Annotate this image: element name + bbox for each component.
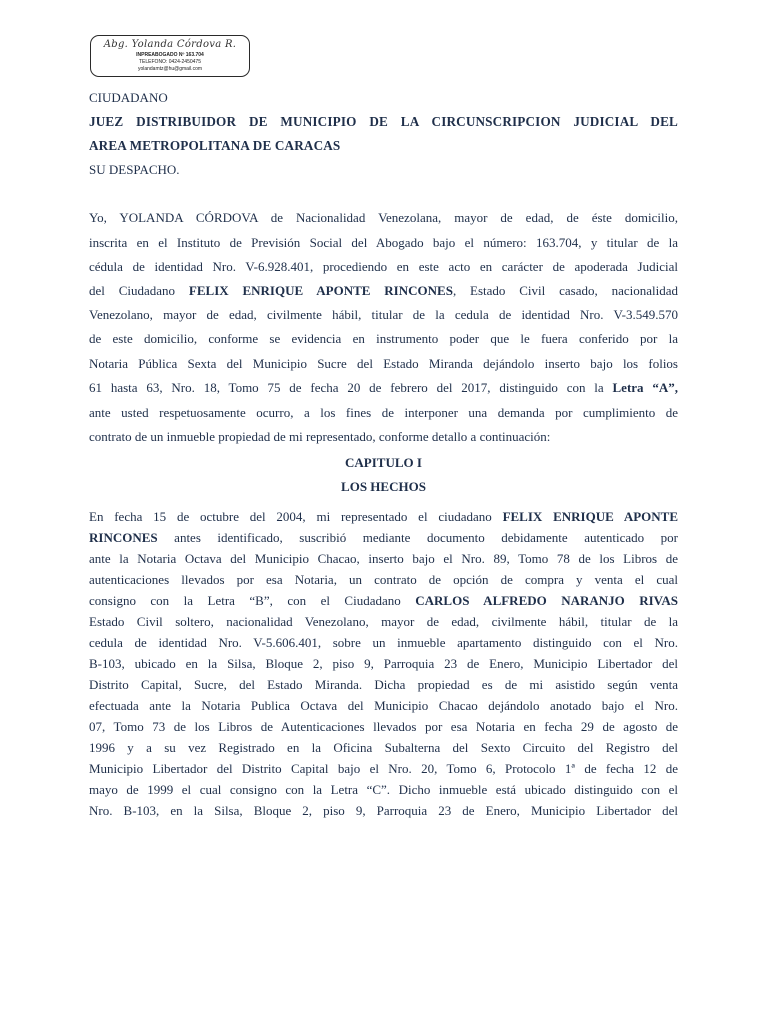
facts-line: Municipio Libertador del Distrito Capital bajo el Nro. 20, Tomo 6, Protocolo 1ª de fecha 12 de — [89, 761, 678, 776]
facts-line: autenticaciones llevados por esa Notaria, un contrato de opción de compra y venta el cual — [89, 572, 678, 587]
lawyer-stamp — [90, 35, 250, 77]
chapter-subtitle: LOS HECHOS — [341, 479, 426, 494]
facts-text: consigno con la Letra “B”, con el Ciudadano — [89, 593, 401, 608]
stamp-inpre: INPREABOGADO Nº 163.704 — [136, 52, 204, 58]
addressee-title: CIUDADANO — [89, 90, 168, 105]
facts-line: Distrito Capital, Sucre, del Estado Miranda. Dicha propiedad es de mi asistido según venta — [89, 677, 678, 692]
intro-line: contrato de un inmueble propiedad de mi representado, conforme detallo a continuación: — [89, 429, 551, 444]
facts-text: antes identificado, suscribió mediante documento debidamente autenticado por — [174, 530, 679, 545]
intro-line: cédula de identidad Nro. V-6.928.401, procediendo en este acto en carácter de apoderada Judicial — [89, 259, 678, 274]
intro-line: Yo, YOLANDA CÓRDOVA de Nacionalidad Venezolana, mayor de edad, de éste domicilio, — [89, 210, 678, 225]
facts-line — [89, 593, 678, 609]
intro-text: , Estado Civil casado, nacionalidad — [452, 283, 678, 298]
client-name: FELIX ENRIQUE APONTE — [502, 509, 678, 524]
stamp-email: yolandamtz@hu@gmail.com — [137, 66, 203, 72]
intro-line: ante usted respetuosamente ocurro, a los fines de interponer una demanda por cumplimiento de — [89, 405, 678, 420]
intro-line: Notaria Pública Sexta del Municipio Sucre del Estado Miranda dejándolo inserto bajo los folios — [89, 356, 678, 371]
facts-line: Nro. B-103, en la Silsa, Bloque 2, piso 9, Parroquia 23 de Enero, Municipio Libertador del — [89, 803, 678, 818]
intro-line — [89, 380, 678, 396]
counterparty-name: CARLOS ALFREDO NARANJO RIVAS — [415, 593, 679, 608]
letter-a-reference: Letra “A”, — [612, 380, 678, 395]
addressee-court-line2: AREA METROPOLITANA DE CARACAS — [89, 138, 341, 153]
addressee-despacho: SU DESPACHO. — [89, 162, 180, 177]
facts-line: 07, Tomo 73 de los Libros de Autenticaciones llevados por esa Notaria en fecha 29 de agosto de — [89, 719, 678, 734]
facts-line: 1996 y a su vez Registrado en la Oficina Subalterna del Sexto Circuito del Registro del — [89, 740, 678, 755]
facts-line: B-103, ubicado en la Silsa, Bloque 2, piso 9, Parroquia 23 de Enero, Municipio Libertador del — [89, 656, 678, 671]
intro-line: inscrita en el Instituto de Previsión Social del Abogado bajo el número: 163.704, y titular de la — [89, 235, 678, 250]
facts-line: Estado Civil soltero, nacionalidad Venezolano, mayor de edad, civilmente hábil, titular de la — [89, 614, 678, 629]
client-name: RINCONES — [89, 530, 158, 545]
stamp-phone: TELEFONO: 0424-2450475 — [139, 59, 201, 65]
facts-line: cedula de identidad Nro. V-5.606.401, sobre un inmueble apartamento distinguido con el Nro. — [89, 635, 678, 650]
facts-line: efectuada ante la Notaria Publica Octava del Municipio Chacao dejándolo anotado bajo el Nro. — [89, 698, 678, 713]
intro-line: Venezolano, mayor de edad, civilmente hábil, titular de la cedula de identidad Nro. V-3.549.570 — [89, 307, 678, 322]
intro-line — [89, 283, 678, 299]
facts-line: ante la Notaria Octava del Municipio Chacao, inserto bajo el Nro. 89, Tomo 78 de los Libros de — [89, 551, 678, 566]
client-name: FELIX ENRIQUE APONTE RINCONES — [188, 283, 453, 298]
intro-line: de este domicilio, conforme se evidencia en instrumento poder que le fuera conferido por la — [89, 331, 678, 346]
intro-text: 61 hasta 63, Nro. 18, Tomo 75 de fecha 20 de febrero del 2017, distinguido con la — [89, 380, 604, 395]
intro-text: del Ciudadano — [89, 283, 176, 298]
facts-line — [89, 509, 678, 525]
facts-line: mayo de 1999 el cual consigno con la Letra “C”. Dicho inmueble está ubicado distinguido con el — [89, 782, 678, 797]
addressee-court-line1: JUEZ DISTRIBUIDOR DE MUNICIPIO DE LA CIRCUNSCRIPCION JUDICIAL DEL — [89, 114, 678, 129]
chapter-title: CAPITULO I — [345, 455, 422, 470]
stamp-name: Abg. Yolanda Córdova R. — [103, 39, 237, 50]
facts-text: En fecha 15 de octubre del 2004, mi representado el ciudadano — [89, 509, 492, 524]
facts-line — [89, 530, 678, 546]
